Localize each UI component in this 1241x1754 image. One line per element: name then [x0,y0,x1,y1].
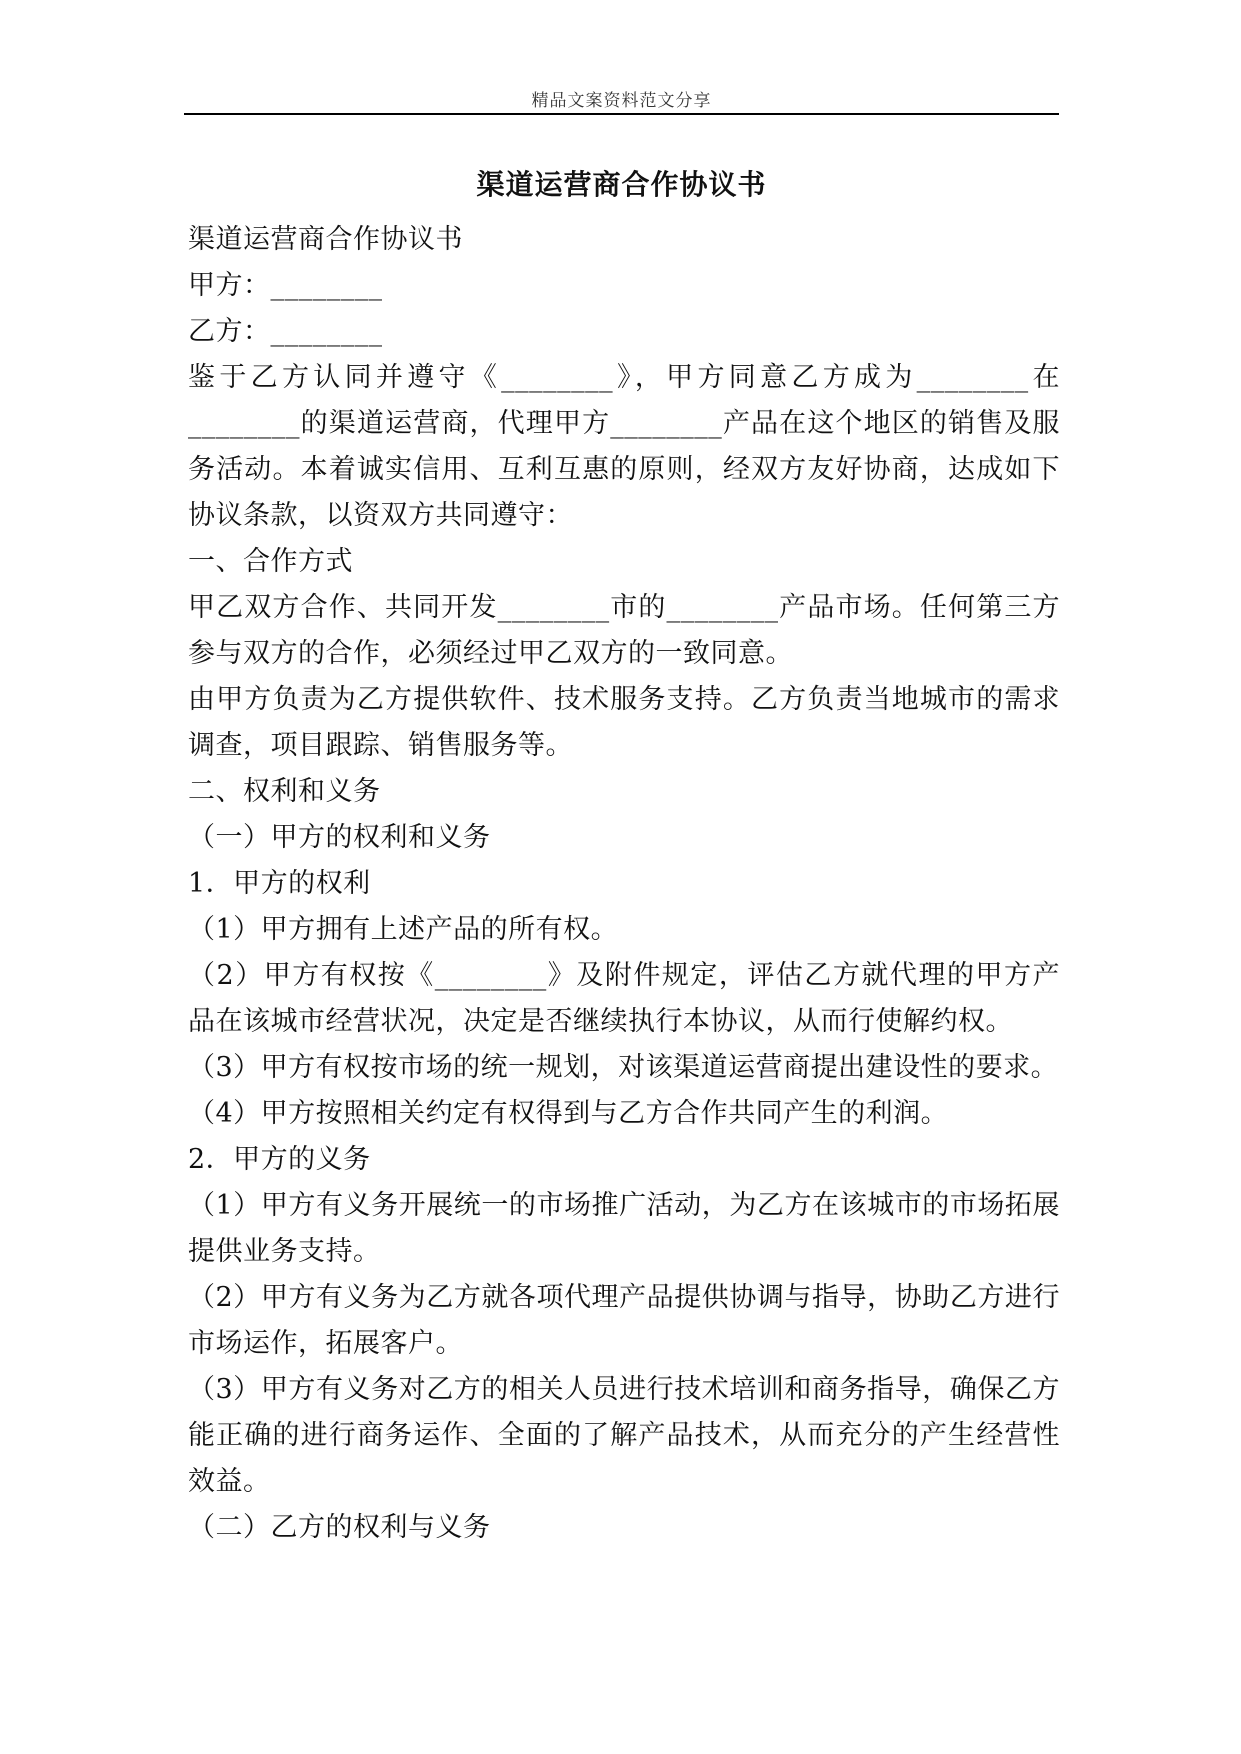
clause-a-obligation-2: （2）甲方有义务为乙方就各项代理产品提供协调与指导，协助乙方进行市场运作，拓展客户。 [188,1282,1060,1359]
paragraph-cooperation-scope: 甲乙双方合作、共同开发________市的________产品市场。任何第三方参与双方的合作，必须经过甲乙双方的一致同意。 [188,592,1060,669]
section-heading-cooperation: 一、合作方式 [188,546,353,577]
clause-a-right-3: （3）甲方有权按市场的统一规划，对该渠道运营商提出建设性的要求。 [188,1052,1059,1083]
paragraph-preamble: 鉴于乙方认同并遵守《________》，甲方同意乙方成为________在________的渠道运营商，代理甲方________产品在这个地区的销售及服务活动。本着诚实信用、互利互惠的原则，经双方友好协商，达成如下协议条款，以资双方共同遵守： [188,362,1060,531]
document-title: 渠道运营商合作协议书 [476,168,767,201]
paragraph-party-b: 乙方：________ [188,316,383,347]
clause-a-right-2: （2）甲方有权按《________》及附件规定，评估乙方就代理的甲方产品在该城市经营状况，决定是否继续执行本协议，从而行使解约权。 [188,960,1060,1037]
subsection-heading-party-a: （一）甲方的权利和义务 [188,822,491,853]
item-heading-party-a-obligations: 2．甲方的义务 [188,1144,371,1175]
item-heading-party-a-rights: 1．甲方的权利 [188,868,371,899]
clause-a-right-1: （1）甲方拥有上述产品的所有权。 [188,914,619,945]
section-heading-rights: 二、权利和义务 [188,776,381,807]
clause-a-obligation-3: （3）甲方有义务对乙方的相关人员进行技术培训和商务指导，确保乙方能正确的进行商务运作、全面的了解产品技术，从而充分的产生经营性效益。 [188,1374,1060,1497]
paragraph-party-a: 甲方：________ [188,270,383,301]
document-body [188,217,1060,1551]
paragraph-doc-name: 渠道运营商合作协议书 [188,224,463,255]
header-divider [184,113,1059,115]
clause-a-right-4: （4）甲方按照相关约定有权得到与乙方合作共同产生的利润。 [188,1098,949,1129]
subsection-heading-party-b: （二）乙方的权利与义务 [188,1512,491,1543]
clause-a-obligation-1: （1）甲方有义务开展统一的市场推广活动，为乙方在该城市的市场拓展提供业务支持。 [188,1190,1060,1267]
page-header: 精品文案资料范文分享 [531,91,712,111]
paragraph-cooperation-duties: 由甲方负责为乙方提供软件、技术服务支持。乙方负责当地城市的需求调查，项目跟踪、销售服务等。 [188,684,1060,761]
